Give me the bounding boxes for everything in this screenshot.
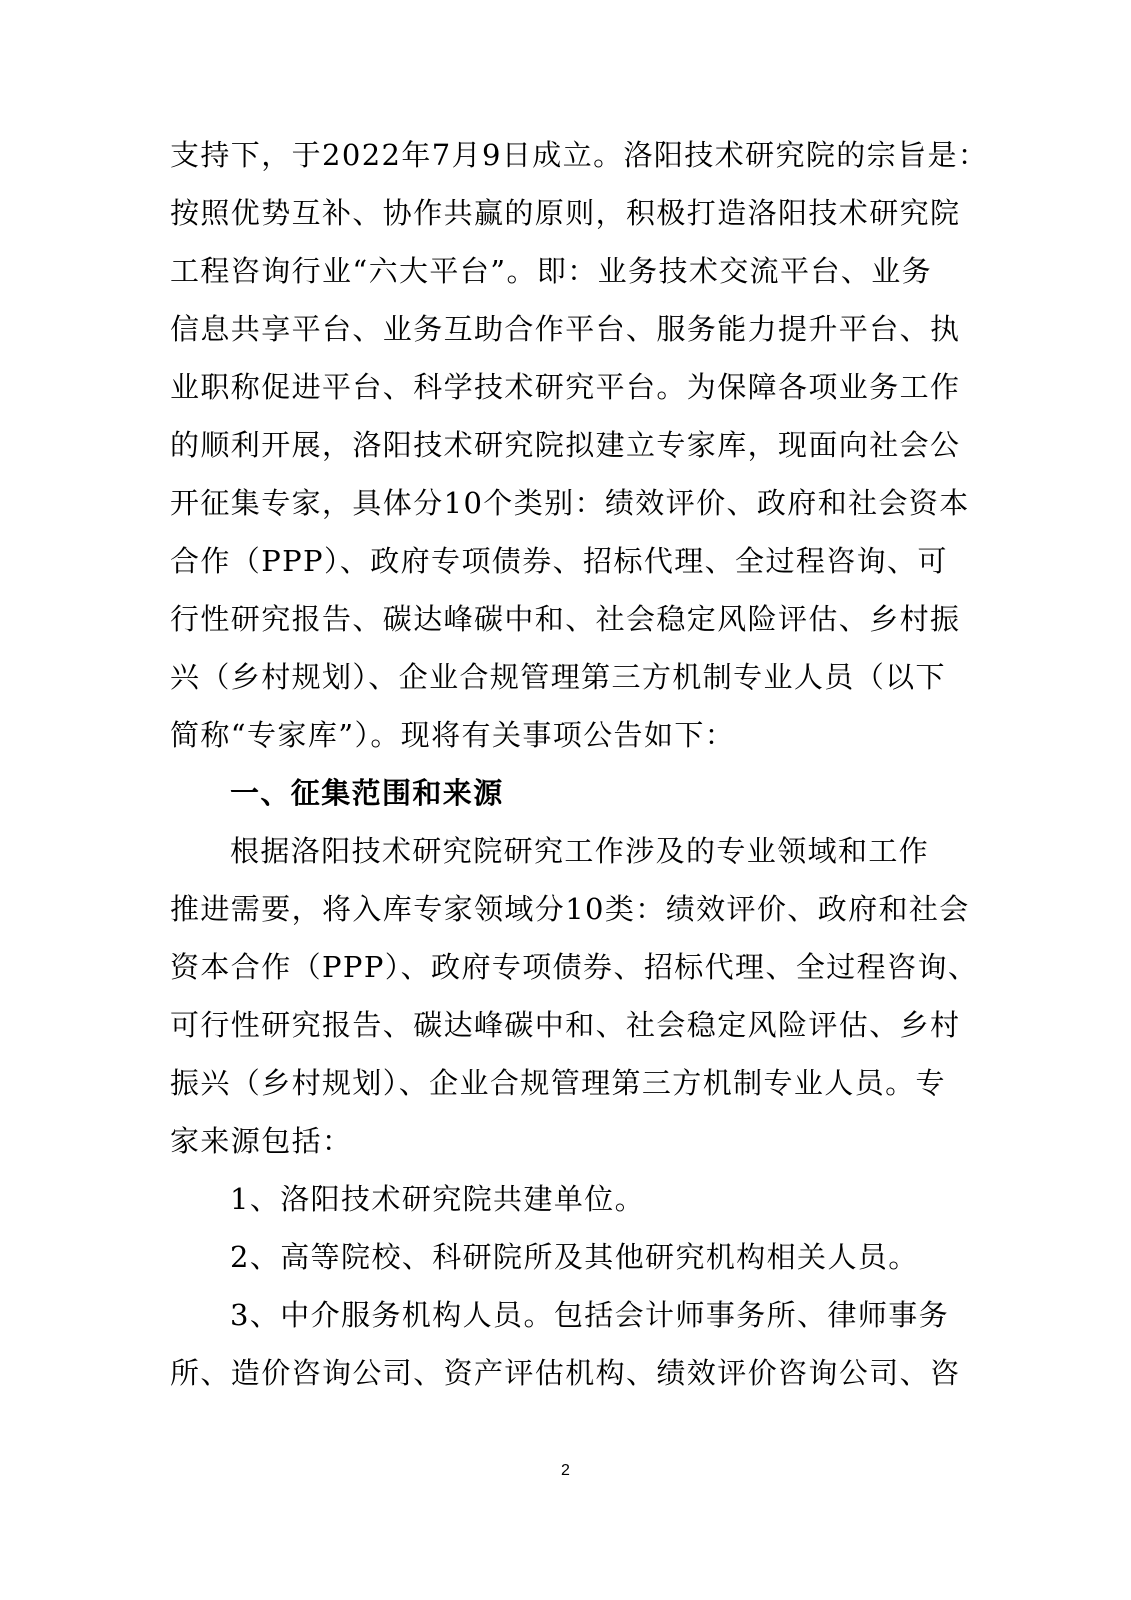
body-line: 按照优势互补、协作共赢的原则，积极打造洛阳技术研究院	[170, 196, 961, 230]
body-line: 振兴（乡村规划）、企业合规管理第三方机制专业人员。专	[170, 1066, 946, 1100]
body-line: 支持下，于2022年7月9日成立。洛阳技术研究院的宗旨是：	[170, 138, 989, 172]
body-line: 简称“专家库”）。现将有关事项公告如下：	[170, 718, 736, 752]
body-line: 行性研究报告、碳达峰碳中和、社会稳定风险评估、乡村振	[170, 602, 961, 636]
body-line: 可行性研究报告、碳达峰碳中和、社会稳定风险评估、乡村	[170, 1008, 961, 1042]
body-line: 兴（乡村规划）、企业合规管理第三方机制专业人员（以下	[170, 660, 946, 694]
body-line: 开征集专家，具体分10个类别：绩效评价、政府和社会资本	[170, 486, 970, 520]
body-line: 的顺利开展，洛阳技术研究院拟建立专家库，现面向社会公	[170, 428, 961, 462]
body-line: 工程咨询行业“六大平台”。即：业务技术交流平台、业务	[170, 254, 933, 288]
body-line: 信息共享平台、业务互助合作平台、服务能力提升平台、执	[170, 312, 961, 346]
body-line: 推进需要，将入库专家领域分10类：绩效评价、政府和社会	[170, 892, 970, 926]
list-item: 2、高等院校、科研院所及其他研究机构相关人员。	[230, 1240, 919, 1274]
list-item: 所、造价咨询公司、资产评估机构、绩效评价咨询公司、咨	[170, 1356, 961, 1390]
body-line: 业职称促进平台、科学技术研究平台。为保障各项业务工作	[170, 370, 961, 404]
body-line: 根据洛阳技术研究院研究工作涉及的专业领域和工作	[230, 834, 930, 868]
list-item: 1、洛阳技术研究院共建单位。	[230, 1182, 646, 1216]
body-line: 资本合作（PPP）、政府专项债券、招标代理、全过程咨询、	[170, 950, 979, 984]
body-line: 家来源包括：	[170, 1124, 353, 1158]
body-line: 合作（PPP）、政府专项债券、招标代理、全过程咨询、可	[170, 544, 948, 578]
page-number: 2	[561, 1462, 570, 1479]
list-item: 3、中介服务机构人员。包括会计师事务所、律师事务	[230, 1298, 950, 1332]
section-heading: 一、征集范围和来源	[230, 776, 504, 810]
